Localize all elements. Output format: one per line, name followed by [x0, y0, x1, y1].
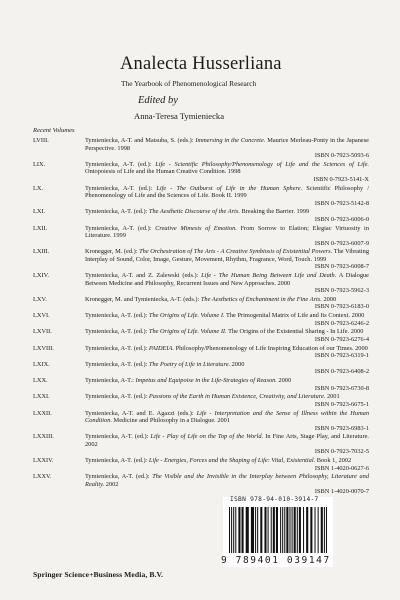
- barcode-bar: [284, 507, 285, 553]
- volume-entry: [85, 473, 369, 496]
- barcode-bar: [246, 507, 249, 553]
- barcode-bar: [303, 507, 304, 553]
- volume-entry: [85, 161, 369, 184]
- volume-authors: Tymieniecka, A-T. and Matsuba, S. (eds.):: [85, 137, 196, 144]
- volume-isbn: ISBN 0-7923-5093-6: [314, 152, 369, 160]
- volume-title: Creative Mimesis of Emotion.: [155, 224, 237, 232]
- series-title: Analecta Husserliana: [120, 54, 282, 74]
- volume-entry: [85, 433, 369, 456]
- barcode-bar: [310, 507, 312, 553]
- barcode-bar: [306, 507, 308, 553]
- volume-details: The Primogenital Matrix of Life and Its Context. 2000: [224, 312, 365, 320]
- volume-isbn: ISBN 0-7923-5962-3: [314, 287, 369, 295]
- volume-details: 2000: [276, 377, 292, 385]
- volume-details: Book 1, 2002: [315, 457, 352, 465]
- barcode-digits: 9 789401 039147: [221, 555, 331, 566]
- volume-details: A Dialogue Between Medicine and Philosophy, Recurrent Issues and New Approaches. 2000: [85, 272, 369, 287]
- volume-entry: [85, 272, 369, 295]
- volume-item: [33, 248, 369, 271]
- volume-authors: Tymieniecka, A-T. (ed.):: [85, 224, 156, 232]
- volume-title: Life - The Outburst of Life in the Human Sphere.: [156, 184, 303, 192]
- volume-item: [33, 272, 369, 295]
- volume-details: The Origins of the Existential Sharing - In Life. 2000: [226, 328, 364, 336]
- volume-item: [33, 208, 369, 223]
- barcode-bar: [238, 507, 240, 553]
- volume-isbn: ISBN 0-7923-6008-7: [314, 263, 369, 271]
- volume-entry: [85, 410, 369, 433]
- volume-item: [33, 161, 369, 184]
- volume-authors: Tymieniecka, A-T. (ed.):: [85, 457, 149, 465]
- volume-authors: Tymieniecka, A-T. (ed.):: [85, 208, 149, 216]
- volume-number: LXXII.: [33, 409, 52, 417]
- volume-item: [33, 185, 369, 208]
- volume-number: LXV.: [33, 295, 47, 303]
- barcode-bar: [264, 507, 266, 553]
- volume-title: Impetus and Equipoise in the Life-Strategies of Reason.: [135, 377, 277, 385]
- volume-number: LX.: [33, 184, 44, 192]
- barcode-isbn: ISBN 978-94-010-3914-7: [230, 496, 319, 503]
- barcode-bar: [318, 507, 319, 553]
- volume-item: [33, 137, 369, 160]
- volume-authors: Tymieniecka, A-T. (ed.):: [85, 312, 149, 320]
- volume-number: LXVII.: [33, 328, 52, 336]
- volume-entry: [85, 208, 369, 223]
- volume-entry: [85, 248, 369, 271]
- volume-entry: [85, 296, 369, 311]
- volume-details: Scientific Philosophy / Phenomenology of Life and the Sciences of Life. Book II. 1999: [85, 184, 369, 200]
- barcode-bar: [273, 507, 275, 553]
- volume-isbn: ISBN 0-7923-6408-2: [314, 368, 369, 376]
- volume-number: LXXIV.: [33, 457, 54, 465]
- volume-item: [33, 473, 369, 496]
- volume-isbn: ISBN 0-7923-6675-1: [314, 400, 369, 408]
- volume-authors: Tymieniecka, A-T. (ed.):: [85, 360, 149, 368]
- volume-details: In Fine Arts, Stage Play, and Literature. 2002: [85, 433, 369, 448]
- volume-title: Life - Interpretation and the Sense of Illness within the Human Condition.: [85, 409, 369, 425]
- barcode-bar: [321, 507, 323, 553]
- barcode-bar: [271, 507, 272, 553]
- volume-details: Philosophy/Phenomenology of Life Inspiring Education of our Times. 2000: [174, 344, 368, 352]
- volume-title: The Origins of Life. Volume II.: [148, 328, 227, 336]
- volume-entry: [85, 393, 369, 408]
- volume-item: [33, 328, 369, 343]
- volume-title: Life - The Human Being Between Life and Death.: [201, 272, 337, 280]
- volume-title: PAIDEIA.: [148, 344, 174, 352]
- volume-isbn: ISBN 0-7923-6246-2: [314, 319, 369, 327]
- volume-item: [33, 377, 369, 392]
- volume-title: The Aesthetics of Enchantment in the Fine Arts.: [200, 295, 322, 303]
- volume-authors: Tymieniecka, A-T. (ed.):: [85, 184, 157, 192]
- volume-authors: Tymieniecka, A-T. (ed.):: [85, 433, 151, 441]
- volume-authors: Tymieniecka, A-T. (ed.):: [85, 344, 149, 352]
- volume-details: Ontopoiesis of Life and the Human Creative Condition. 1998: [85, 168, 241, 176]
- barcode-bar: [242, 507, 244, 553]
- volume-details: Medicine and Philosophy in a Dialogue. 2001: [111, 417, 231, 425]
- barcode-bar: [326, 507, 327, 553]
- volume-item: [33, 345, 369, 360]
- volume-authors: Tymieniecka, A-T. and E. Agazzi (eds.):: [85, 409, 197, 417]
- barcode-bar: [255, 507, 256, 553]
- volume-item: [33, 225, 369, 248]
- volume-details: Breaking the Barrier. 1999: [239, 208, 310, 216]
- volume-isbn: ISBN 0-7923-6276-4: [314, 335, 369, 343]
- volume-number: LIX.: [33, 160, 46, 168]
- volume-title: Life - Play of Life on the Top of the World.: [150, 433, 264, 441]
- volume-isbn: ISBN 0-7923-6007-9: [314, 239, 369, 247]
- volume-title: The Poetry of Life in Literature.: [148, 360, 231, 368]
- volume-details: Maurice Merleau-Ponty in the Japanese Perspective. 1998: [85, 137, 369, 152]
- volume-entry: [85, 345, 369, 360]
- volume-title: Immersing in the Concrete.: [195, 137, 266, 144]
- volume-number: LXII.: [33, 224, 48, 232]
- volume-details: 2001: [325, 393, 340, 401]
- volume-number: LXIX.: [33, 360, 50, 368]
- volume-details: The Vibrating Interplay of Sound, Color, Image, Gesture, Movement, Rhythm, Fragrance, Word, Touch. 1999: [85, 248, 369, 263]
- volume-isbn: ISBN 0-7923-5142-8: [314, 199, 369, 207]
- barcode-bar: [314, 507, 315, 553]
- volume-authors: Kronegger, M. (ed.):: [85, 248, 140, 256]
- volume-entry: [85, 377, 369, 392]
- volume-number: LXI.: [33, 208, 46, 216]
- volume-details: From Sorrow to Elation; Elegiac Virtuosity in Literature. 1999: [85, 224, 369, 240]
- barcode-bar: [282, 507, 283, 553]
- volume-authors: Kronegger, M. and Tymieniecka, A-T. (eds.):: [85, 295, 201, 303]
- barcode-bar: [297, 507, 298, 553]
- publisher-name: Springer Science+Business Media, B.V.: [33, 570, 164, 579]
- volume-number: LXVI.: [33, 312, 50, 320]
- volume-authors: Tymieniecka, A-T. (ed.):: [85, 160, 156, 168]
- barcode-bar: [229, 507, 230, 553]
- volume-authors: Tymieniecka, A-T. (ed.):: [85, 473, 153, 481]
- volume-item: [33, 393, 369, 408]
- barcode-bar: [268, 507, 269, 553]
- barcode-bar: [260, 507, 262, 553]
- barcode-bar: [286, 507, 288, 553]
- volume-title: Passions of the Earth in Human Existence, Creativity, and Literature.: [148, 393, 326, 401]
- volume-title: The Orchestration of The Arts - A Creative Symbiosis of Existential Powers.: [139, 248, 333, 256]
- volume-isbn: ISBN 0-7923-6730-8: [314, 384, 369, 392]
- volume-number: LXXIII.: [33, 433, 54, 441]
- volume-entry: [85, 328, 369, 343]
- barcode-bar: [289, 507, 290, 553]
- barcode-bar: [235, 507, 236, 553]
- volume-item: [33, 457, 369, 472]
- volume-isbn: ISBN 0-7923-5141-X: [313, 175, 369, 183]
- volume-isbn: ISBN 1-4020-0070-7: [314, 488, 369, 496]
- volume-details: 2000: [321, 295, 337, 303]
- barcode-bar: [231, 507, 232, 553]
- volume-number: LXX.: [33, 377, 48, 385]
- barcode-bar: [324, 507, 325, 553]
- volume-entry: [85, 361, 369, 376]
- volume-authors: Tymieniecka, A-T. and Z. Zalewski (eds.):: [85, 272, 202, 280]
- volume-isbn: ISBN 0-7923-7032-5: [314, 448, 369, 456]
- barcode-bar: [292, 507, 293, 553]
- barcode-bar: [294, 507, 296, 553]
- barcode-bar: [257, 507, 258, 553]
- volume-authors: Tymieniecka, A-T.:: [85, 377, 136, 385]
- volume-number: LXXV.: [33, 473, 52, 481]
- volume-title: The Visible and the Invisible in the Interplay between Philosophy, Literature and Reality.: [85, 473, 369, 488]
- volume-title: The Origins of Life. Volume I.: [148, 312, 225, 320]
- volume-authors: Tymieniecka, A-T. (ed.):: [85, 328, 149, 336]
- volume-details: 2002: [104, 480, 119, 488]
- volume-number: LXVIII.: [33, 344, 54, 352]
- volume-isbn: ISBN 0-7923-6183-0: [314, 303, 369, 311]
- volume-isbn: ISBN 1-4020-0627-6: [314, 464, 369, 472]
- volume-details: 2000: [230, 360, 245, 368]
- volume-authors: Tymieniecka, A-T. (ed.):: [85, 393, 149, 401]
- volume-isbn: ISBN 0-7923-6319-1: [314, 352, 369, 360]
- barcode-bar: [280, 507, 281, 553]
- volume-isbn: ISBN 0-7923-6983-1: [314, 424, 369, 432]
- volume-item: [33, 433, 369, 456]
- volume-title: The Aesthetic Discourse of the Arts.: [148, 208, 240, 216]
- volume-title: Life - Scientific Philosophy/Phenomenology of Life and the Sciences of Life.: [155, 160, 369, 168]
- volume-entry: [85, 137, 369, 160]
- edited-by-label: Edited by: [138, 95, 178, 106]
- volume-item: [33, 296, 369, 311]
- volume-number: LXIII.: [33, 248, 50, 256]
- volume-item: [33, 361, 369, 376]
- volume-number: LXXI.: [33, 393, 50, 401]
- barcode-icon: [229, 507, 327, 553]
- volume-item: [33, 312, 369, 327]
- volume-isbn: ISBN 0-7923-6006-0: [314, 215, 369, 223]
- volume-title: Life - Energies, Forces and the Shaping of Life: Vital, Existential.: [148, 457, 316, 465]
- barcode-bar: [276, 507, 278, 553]
- editor-name: Anna-Teresa Tymieniecka: [134, 111, 225, 121]
- volume-entry: [85, 312, 369, 327]
- volume-entry: [85, 225, 369, 248]
- volume-item: [33, 410, 369, 433]
- volume-entry: [85, 457, 369, 472]
- volume-number: LVIII.: [33, 137, 49, 144]
- volume-entry: [85, 185, 369, 208]
- barcode-bar: [299, 507, 301, 553]
- barcode-bar: [251, 507, 254, 553]
- volume-list: [33, 137, 369, 497]
- recent-volumes-label: Recent Volumes: [33, 127, 75, 134]
- barcode-bar: [233, 507, 234, 553]
- volume-number: LXIV.: [33, 272, 49, 280]
- series-subtitle: The Yearbook of Phenomenological Research: [121, 79, 257, 88]
